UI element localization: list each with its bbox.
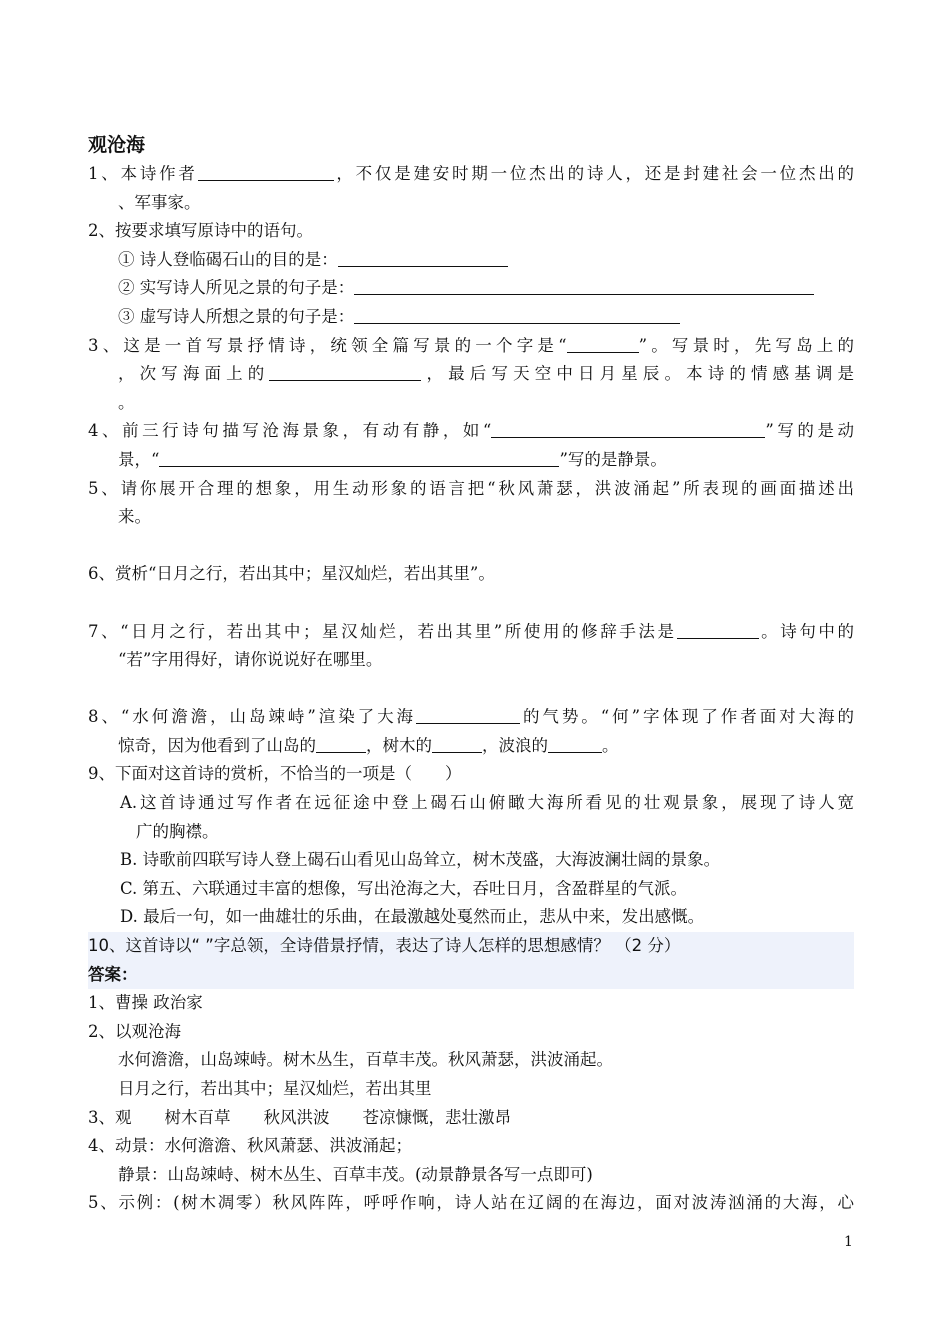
question-3-end: 。 xyxy=(118,392,135,412)
question-8: 8、“水何澹澹，山岛竦峙”渲染了大海 的气势。“何”字体现了作者面对大海的 xyxy=(88,707,854,727)
option-a-cont: 广的胸襟。 xyxy=(136,821,219,841)
question-3-cont: ，次写海面上的 ，最后写天空中日月星辰。本诗的情感基调是 xyxy=(118,364,854,384)
answer-blank[interactable] xyxy=(567,335,639,353)
answer-blank[interactable] xyxy=(198,163,334,181)
page-number: 1 xyxy=(844,1234,853,1250)
answer-blank[interactable] xyxy=(354,306,680,324)
question-1-cont: 、军事家。 xyxy=(118,192,201,212)
answer-blank[interactable] xyxy=(677,621,759,639)
answer-blank[interactable] xyxy=(432,735,482,753)
question-2-sub1: ① 诗人登临碣石山的目的是： xyxy=(88,246,854,275)
question-4-cont: 景，“ ”写的是静景。 xyxy=(118,449,667,469)
question-1: 1、本诗作者 ，不仅是建安时期一位杰出的诗人，还是封建社会一位杰出的 xyxy=(88,164,854,183)
page-title: 观沧海 xyxy=(88,134,146,156)
question-9: 9、下面对这首诗的赏析，不恰当的一项是（ ） xyxy=(88,764,462,784)
answer-5: 5、示例：(树木凋零）秋风阵阵，呼呼作响，诗人站在辽阔的在海边，面对波涛汹涌的大海，心 xyxy=(88,1193,854,1213)
question-5-cont: 来。 xyxy=(118,507,151,527)
answer-1: 1、曹操 政治家 xyxy=(88,993,203,1013)
answer-blank[interactable] xyxy=(354,277,814,295)
option-b[interactable]: B. 诗歌前四联写诗人登上碣石山看见山岛耸立，树木茂盛，大海波澜壮阔的景象。 xyxy=(120,850,721,870)
answer-blank[interactable] xyxy=(269,363,421,381)
answer-blank[interactable] xyxy=(416,706,520,724)
question-2-sub3: ③ 虚写诗人所想之景的句子是： xyxy=(88,303,854,332)
answer-4: 4、动景：水何澹澹、秋风萧瑟、洪波涌起； xyxy=(88,1136,412,1156)
question-7: 7、“日月之行，若出其中；星汉灿烂，若出其里”所使用的修辞手法是 。诗句中的 xyxy=(88,621,854,641)
option-c[interactable]: C. 第五、六联通过丰富的想像，写出沧海之大，吞吐日月，含盈群星的气派。 xyxy=(120,878,688,898)
question-2-sub2: ② 实写诗人所见之景的句子是： xyxy=(88,274,854,303)
answer-4-line2: 静景：山岛竦峙、树木丛生、百草丰茂。(动景静景各写一点即可) xyxy=(118,1164,593,1184)
option-a[interactable]: A.这首诗通过写作者在远征途中登上碣石山俯瞰大海所看见的壮观景象，展现了诗人宽 xyxy=(120,793,854,813)
question-2: 2、按要求填写原诗中的语句。 xyxy=(88,221,313,241)
question-4: 4、前三行诗句描写沧海景象，有动有静，如“ ”写的是动 xyxy=(88,421,854,441)
answer-blank[interactable] xyxy=(491,420,765,438)
answer-blank[interactable] xyxy=(159,449,559,467)
answer-blank[interactable] xyxy=(316,735,366,753)
answer-2-line3: 日月之行，若出其中；星汉灿烂，若出其里 xyxy=(118,1079,432,1098)
answer-blank[interactable] xyxy=(548,735,602,753)
question-5: 5、请你展开合理的想象，用生动形象的语言把“秋风萧瑟，洪波涌起”所表现的画面描述出 xyxy=(88,478,854,498)
answers-heading: 答案： xyxy=(88,964,138,984)
answer-blank[interactable] xyxy=(338,249,508,267)
question-8-cont: 惊奇，因为他看到了山岛的 ，树木的 ，波浪的 。 xyxy=(118,735,619,755)
answer-2: 2、以观沧海 xyxy=(88,1021,181,1041)
answer-2-line2: 水何澹澹，山岛竦峙。树木丛生，百草丰茂。秋风萧瑟，洪波涌起。 xyxy=(118,1050,613,1070)
question-3: 3、这是一首写景抒情诗，统领全篇写景的一个字是“ ”。写景时，先写岛上的 xyxy=(88,335,854,355)
question-7-cont: “若”字用得好，请你说说好在哪里。 xyxy=(118,650,383,670)
option-d[interactable]: D. 最后一句，如一曲雄壮的乐曲，在最激越处戛然而止，悲从中来，发出感慨。 xyxy=(120,907,705,927)
question-6: 6、赏析“日月之行，若出其中；星汉灿烂，若出其里”。 xyxy=(88,564,495,584)
answer-3: 3、观 树木百草 秋风洪波 苍凉慷慨，悲壮激昂 xyxy=(88,1107,511,1127)
question-10: 10、这首诗以“ ”字总领，全诗借景抒情，表达了诗人怎样的思想感情？ （2 分） xyxy=(88,936,681,956)
worksheet xyxy=(88,130,854,1218)
